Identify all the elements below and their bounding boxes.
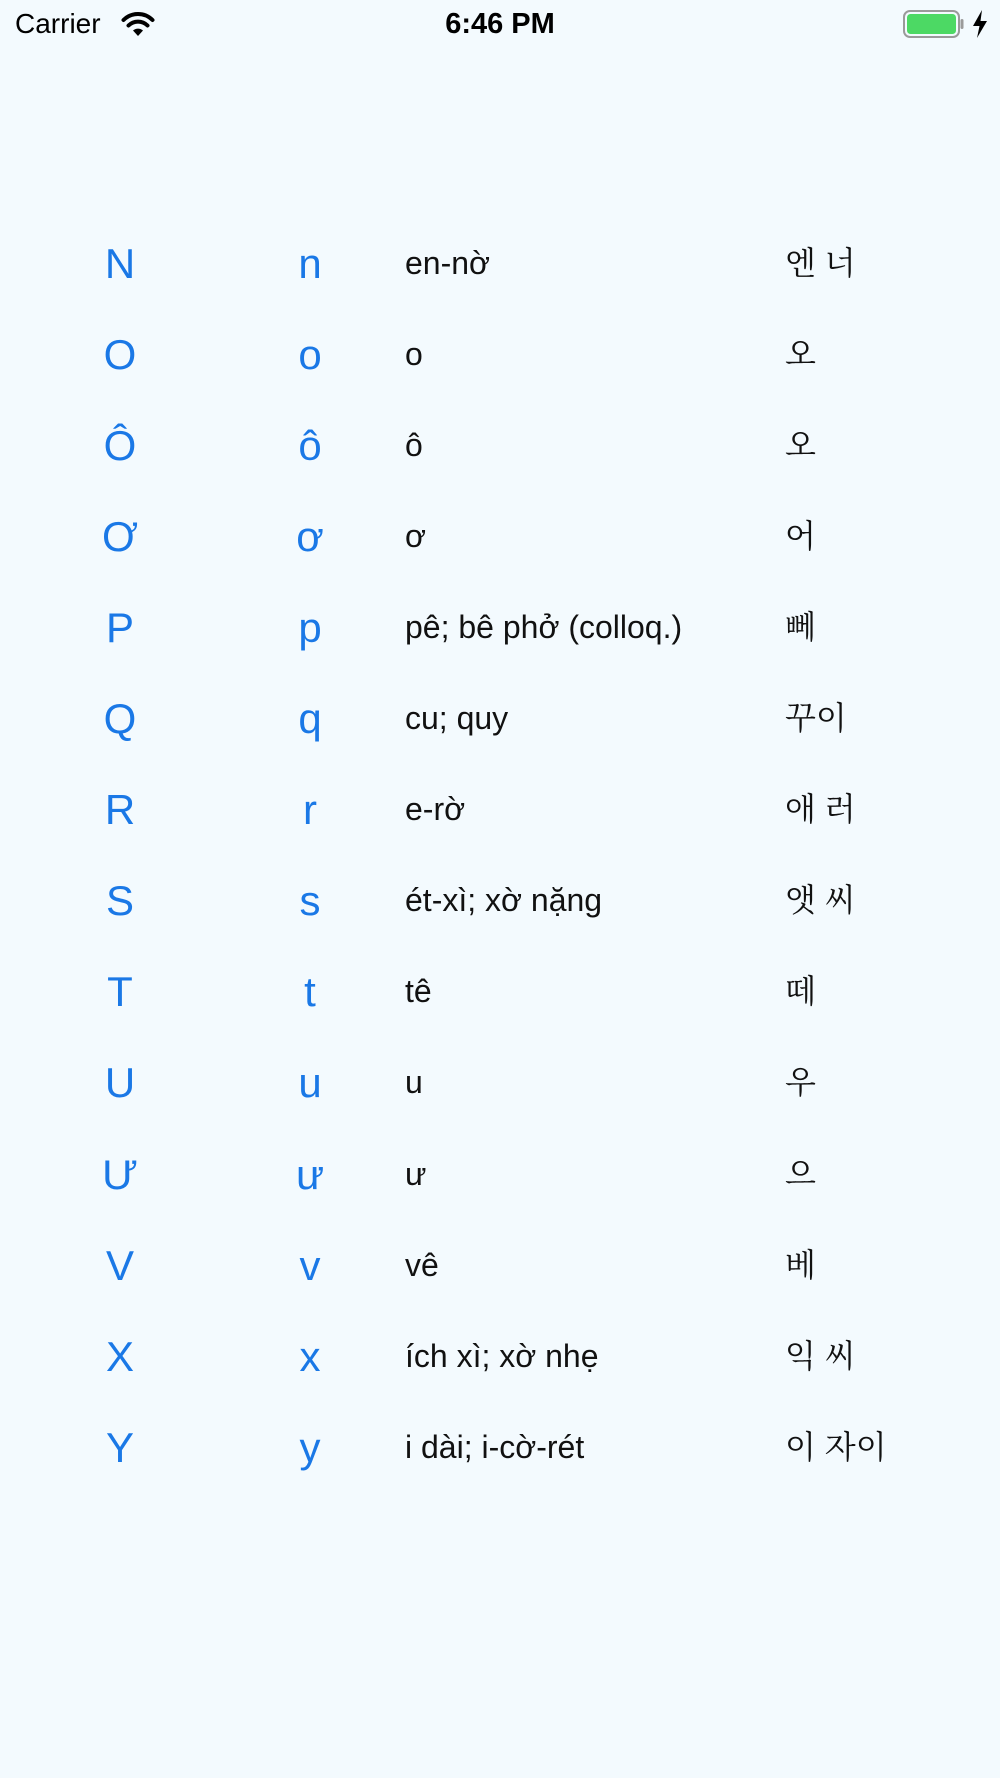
- lowercase-letter: ư: [295, 1151, 325, 1198]
- letter-name: vê: [405, 1247, 439, 1283]
- letter-name: o: [405, 336, 423, 372]
- charging-bolt-icon: [970, 9, 990, 39]
- korean-pronunciation: 으: [785, 1156, 816, 1192]
- letter-name: ư: [405, 1156, 427, 1192]
- uppercase-letter: N: [104, 240, 136, 287]
- table-row: [0, 855, 1000, 946]
- uppercase-letter: Ơ: [101, 513, 138, 560]
- uppercase-letter: S: [105, 877, 134, 924]
- lowercase-letter: q: [298, 695, 322, 742]
- table-row: [0, 1129, 1000, 1220]
- table-row: [0, 673, 1000, 764]
- table-row: [0, 1402, 1000, 1493]
- korean-pronunciation: 이 자이: [785, 1429, 887, 1465]
- lowercase-letter: ơ: [296, 513, 324, 560]
- uppercase-letter: R: [104, 786, 136, 833]
- korean-pronunciation: 오: [785, 427, 816, 463]
- korean-pronunciation: 떼: [785, 973, 816, 1009]
- letter-name: i dài; i-cờ-rét: [405, 1429, 585, 1465]
- letter-name: cu; quy: [405, 700, 509, 736]
- lowercase-letter: t: [304, 968, 316, 1015]
- lowercase-letter: y: [299, 1424, 321, 1471]
- letter-name: tê: [405, 973, 432, 1009]
- lowercase-letter: v: [299, 1242, 321, 1289]
- table-row: [0, 491, 1000, 582]
- table-row: [0, 309, 1000, 400]
- lowercase-letter: r: [303, 786, 317, 833]
- lowercase-letter: ô: [298, 422, 322, 469]
- korean-pronunciation: 우: [785, 1064, 816, 1100]
- korean-pronunciation: 뻬: [785, 609, 816, 645]
- lowercase-letter: o: [298, 331, 322, 378]
- lowercase-letter: p: [298, 604, 322, 651]
- letter-name: u: [405, 1064, 423, 1100]
- korean-pronunciation: 꾸이: [785, 700, 847, 736]
- table-row: [0, 218, 1000, 309]
- lowercase-letter: x: [299, 1333, 321, 1380]
- table-row: [0, 1037, 1000, 1128]
- korean-pronunciation: 앳 씨: [785, 882, 856, 918]
- uppercase-letter: X: [105, 1333, 134, 1380]
- lowercase-letter: s: [299, 877, 321, 924]
- letter-name: ô: [405, 427, 423, 463]
- letter-name: e-rờ: [405, 791, 466, 827]
- letter-name: ích xì; xờ nhẹ: [405, 1338, 599, 1374]
- uppercase-letter: Y: [105, 1424, 134, 1471]
- korean-pronunciation: 오: [785, 336, 816, 372]
- carrier-label: Carrier: [15, 8, 101, 39]
- letter-name: ơ: [405, 518, 426, 554]
- uppercase-letter: Ư: [102, 1151, 138, 1198]
- uppercase-letter: Q: [103, 695, 137, 742]
- uppercase-letter: V: [105, 1242, 134, 1289]
- letter-name: pê; bê phở (colloq.): [405, 609, 683, 645]
- status-bar: [0, 0, 1000, 50]
- battery-icon: [903, 10, 965, 38]
- lowercase-letter: n: [298, 240, 322, 287]
- korean-pronunciation: 애 러: [785, 791, 856, 827]
- status-time: 6:46 PM: [445, 8, 555, 40]
- uppercase-letter: T: [107, 968, 133, 1015]
- table-row: [0, 946, 1000, 1037]
- table-row: [0, 1311, 1000, 1402]
- uppercase-letter: P: [105, 604, 134, 651]
- korean-pronunciation: 베: [785, 1247, 816, 1283]
- korean-pronunciation: 어: [785, 518, 816, 554]
- table-row: [0, 1220, 1000, 1311]
- table-row: [0, 582, 1000, 673]
- uppercase-letter: O: [103, 331, 137, 378]
- korean-pronunciation: 엔 너: [785, 245, 856, 281]
- table-row: [0, 400, 1000, 491]
- uppercase-letter: U: [104, 1059, 136, 1106]
- korean-pronunciation: 익 씨: [785, 1338, 856, 1374]
- letter-name: ét-xì; xờ nặng: [405, 882, 603, 918]
- uppercase-letter: Ô: [103, 422, 137, 469]
- letter-name: en-nờ: [405, 245, 491, 281]
- lowercase-letter: u: [298, 1059, 322, 1106]
- table-row: [0, 764, 1000, 855]
